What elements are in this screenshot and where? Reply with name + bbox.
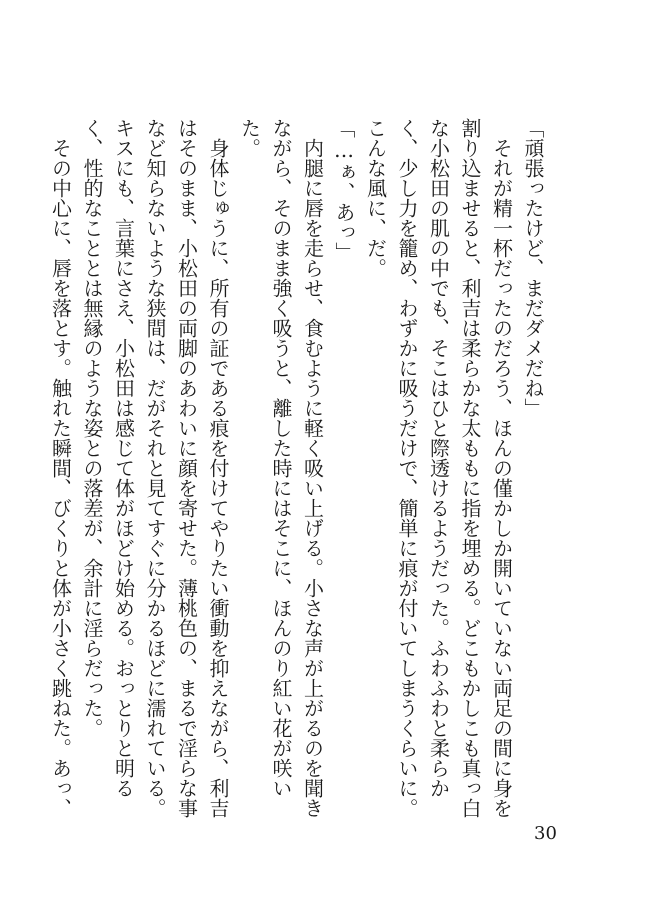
dialogue-line: 「…ぁ、あっ」 — [332, 118, 356, 262]
dialogue-line: 「頑張ったけど、まだダメだね」 — [521, 118, 545, 418]
paragraph: 身体じゅうに、所有の証である痕を付けてやりたい衝動を抑えながら、利吉はそのまま、小松田の両脚のあわいに顔を寄せた。薄桃色の、まるで淫らな事など知らないような狭間は、だがそれと見てすぐに分かるほどに濡れている。キスにも、言葉にさえ、小松田は感じて体がほどけ始める。おっとりと明るく、性的なこととは無縁のような姿との落差が、余計に淫らだった。 — [80, 118, 230, 818]
paragraph: その中心に、唇を落とす。触れた瞬間、びくりと体が小さく跳ねた。あっ、 — [48, 138, 73, 818]
paragraph: それが精一杯だったのだろう、ほんの僅かしか開いていない両足の間に身を割り込ませると、利吉は柔らかな太ももに指を埋める。どこもかしこも真っ白な小松田の肌の中でも、そこはひと際透けるようだった。ふわふわと柔らかく、少し力を籠め、わずかに吸うだけで、簡単に痕が付いてしまうくらいに。こんな風に、だ。 — [363, 118, 514, 818]
paragraph: 内腿に唇を走らせ、食むように軽く吸い上げる。小さな声が上がるのを聞きながら、そのまま強く吸うと、離した時にはそこに、ほんのり紅い花が咲いた。 — [237, 118, 325, 818]
vertical-text-block — [48, 118, 548, 818]
page-number: 30 — [534, 823, 557, 844]
